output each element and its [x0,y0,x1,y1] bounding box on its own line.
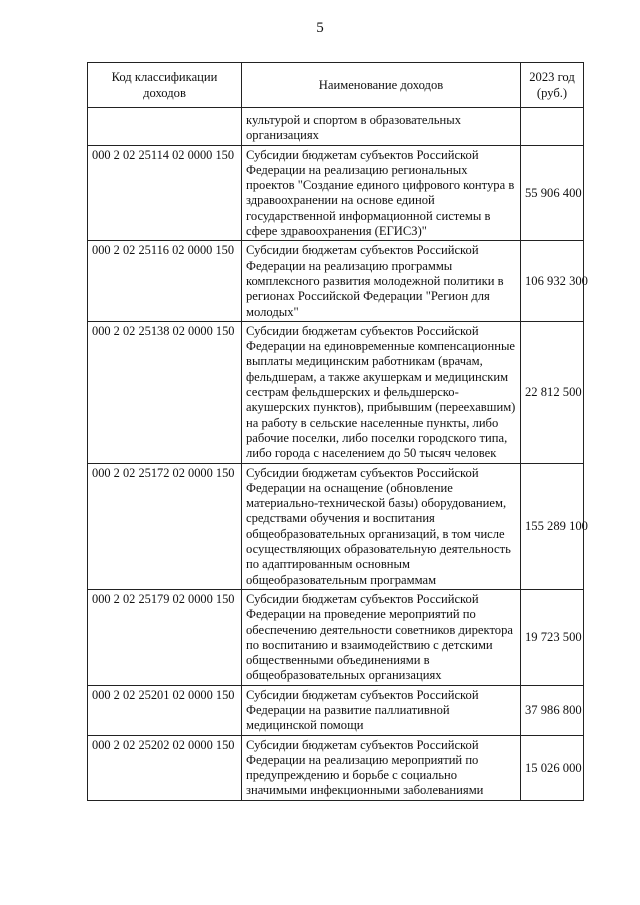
cell-amount: 19 723 500 [521,589,584,685]
table-row [88,589,584,685]
cell-name: Субсидии бюджетам субъектов Российской Федерации на реализацию региональных проектов "Создание единого цифрового контура в здравоохранении на основе единой государственной информационной системы в сфере здравоохранения (ЕГИСЗ)" [242,145,521,241]
header-name: Наименование доходов [242,63,521,108]
table-row [88,685,584,735]
table-row [88,463,584,589]
cell-name: Субсидии бюджетам субъектов Российской Федерации на развитие паллиативной медицинской помощи [242,685,521,735]
cell-name: Субсидии бюджетам субъектов Российской Федерации на реализацию программы комплексного развития молодежной политики в регионах Российской Федерации "Регион для молодых" [242,241,521,321]
cell-amount: 106 932 300 [521,241,584,321]
cell-amount [521,108,584,146]
cell-amount: 22 812 500 [521,321,584,463]
cell-name: Субсидии бюджетам субъектов Российской Федерации на проведение мероприятий по обеспечению деятельности советников директора по воспитанию и взаимодействию с детскими общественными объединениями в общеобразовательных организациях [242,589,521,685]
cell-code: 000 2 02 25201 02 0000 150 [88,685,242,735]
table-row-continuation [88,108,584,146]
cell-name: Субсидии бюджетам субъектов Российской Федерации на единовременные компенсационные выплаты медицинским работникам (врачам, фельдшерам, а также акушеркам и медицинским сестрам фельдшерских и фельдшерско-акушерских пунктов), прибывшим (переехавшим) на работу в сельские населенные пункты, либо рабочие поселки, либо поселки городского типа, либо города с населением до 50 тысяч человек [242,321,521,463]
table-row [88,735,584,800]
cell-amount: 37 986 800 [521,685,584,735]
header-amount: 2023 год (руб.) [521,63,584,108]
table-row [88,321,584,463]
cell-code: 000 2 02 25116 02 0000 150 [88,241,242,321]
cell-code: 000 2 02 25202 02 0000 150 [88,735,242,800]
table-header-row [88,63,584,108]
header-code: Код классификации доходов [88,63,242,108]
table-row [88,145,584,241]
cell-code: 000 2 02 25138 02 0000 150 [88,321,242,463]
cell-amount: 15 026 000 [521,735,584,800]
cell-name: Субсидии бюджетам субъектов Российской Федерации на оснащение (обновление материально-технической базы) оборудованием, средствами обучения и воспитания общеобразовательных организаций, в том числе осуществляющих образовательную деятельность по адаптированным основным общеобразовательным программам [242,463,521,589]
income-table [87,62,588,801]
cell-code: 000 2 02 25179 02 0000 150 [88,589,242,685]
cell-code [88,108,242,146]
page-number: 5 [316,20,324,36]
cell-amount: 155 289 100 [521,463,584,589]
cell-name: Субсидии бюджетам субъектов Российской Федерации на реализацию мероприятий по предупреждению и борьбе с социально значимыми инфекционными заболеваниями [242,735,521,800]
cell-name: культурой и спортом в образовательных организациях [242,108,521,146]
cell-amount: 55 906 400 [521,145,584,241]
table-row [88,241,584,321]
cell-code: 000 2 02 25172 02 0000 150 [88,463,242,589]
cell-code: 000 2 02 25114 02 0000 150 [88,145,242,241]
